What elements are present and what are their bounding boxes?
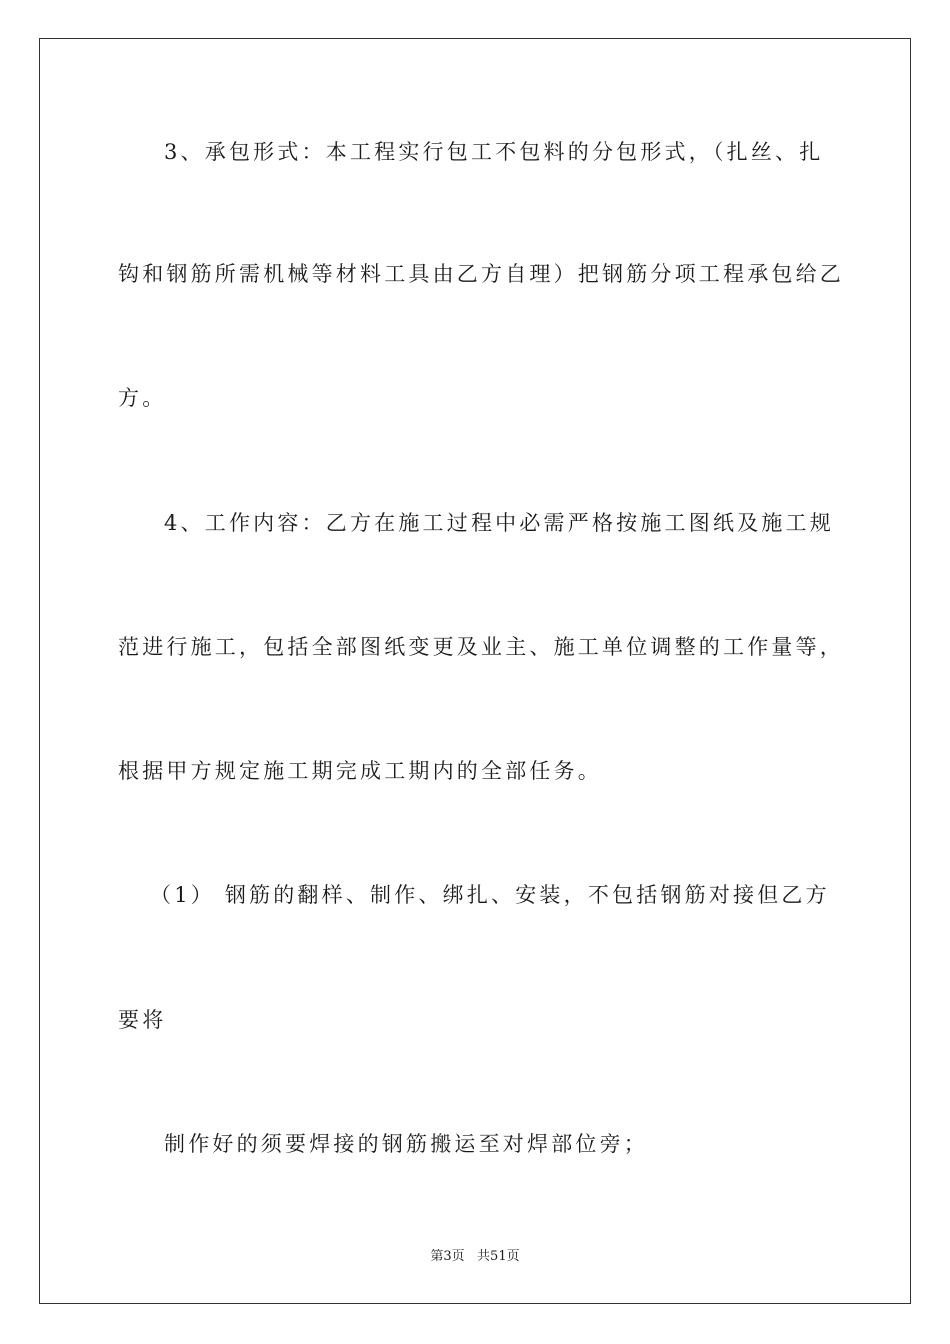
- paragraph-work-content-line-2: 范进行施工，包括全部图纸变更及业主、施工单位调整的工作量等，: [118, 635, 844, 659]
- list-item-1-line-1: （1） 钢筋的翻样、制作、绑扎、安装，不包括钢筋对接但乙方: [150, 883, 830, 907]
- list-item-1-line-2: 要将: [118, 1008, 167, 1032]
- paragraph-work-content-line-3: 根据甲方规定施工期完成工期内的全部任务。: [118, 759, 602, 783]
- paragraph-work-content-line-1: 4、工作内容：乙方在施工过程中必需严格按施工图纸及施工规: [164, 511, 834, 535]
- paragraph-contract-form-line-1: 3、承包形式：本工程实行包工不包料的分包形式，（扎丝、扎: [164, 140, 824, 164]
- paragraph-contract-form-line-2: 钩和钢筋所需机械等材料工具由乙方自理）把钢筋分项工程承包给乙: [118, 262, 844, 286]
- paragraph-welding-line-1: 制作好的须要焊接的钢筋搬运至对焊部位旁；: [164, 1132, 648, 1156]
- page-border: [39, 38, 911, 1304]
- paragraph-contract-form-line-3: 方。: [118, 386, 167, 410]
- page-number-footer: 第3页 共51页: [430, 1249, 520, 1264]
